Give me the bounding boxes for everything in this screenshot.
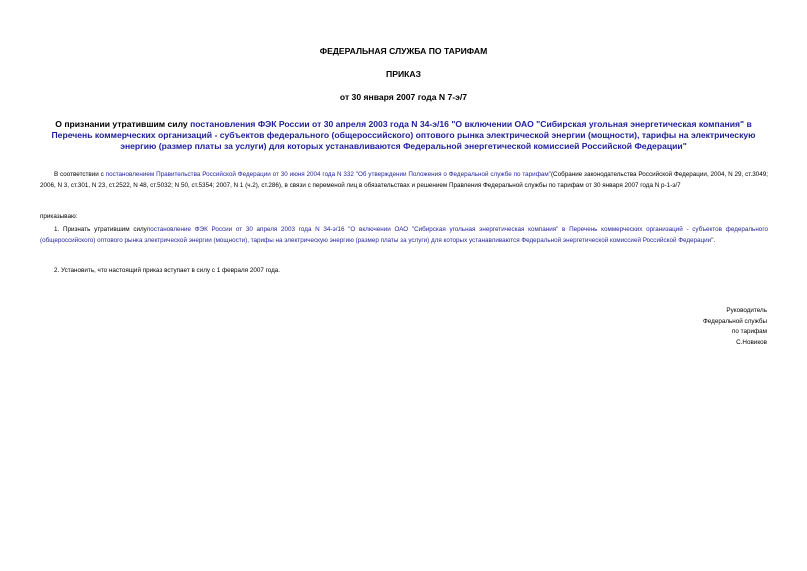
signature-line-1: Руководитель xyxy=(726,307,767,314)
order-item-2: 2. Установить, что настоящий приказ вступает в силу с 1 февраля 2007 года. xyxy=(54,267,281,274)
preamble-suffix: (Собрание законодательства Российской Федерации, 2004, N 29, ст.3049; 2006, N 3, ст.301, N 23, ст.2522, N 48, ст.5032; N 50, ст.5354; 2007, N 1 (ч.2), ст.286), в связи с переменой лиц в обязательствах и решением Правления Федеральной службы по тарифам от 30 января 2007 года N р-1-э/7 xyxy=(40,171,769,189)
document-type: ПРИКАЗ xyxy=(386,69,421,79)
item-1-link[interactable]: постановление ФЭК России от 30 апреля 2003 года N 34-э/16 "О включении ОАО "Сибирская угольная энергетическая компания" в Перечень коммерческих организаций - субъектов федерального (общероссийского) оптового рынка электрической энергии (мощности), тарифы на электрическую энергию (размер платы за услуги) для которых устанавливаются Федеральной энергетической комиссией Российской Федерации xyxy=(40,226,768,244)
preamble-prefix: В соответствии с xyxy=(54,171,106,178)
signature-name: С.Новиков xyxy=(736,338,767,346)
title-prefix: О признании утратившим силу xyxy=(55,119,191,129)
document-date: от 30 января 2007 года N 7-э/7 xyxy=(339,92,468,102)
preamble-paragraph xyxy=(40,170,768,191)
preamble-link[interactable]: постановлением Правительства Российской Федерации от 30 июня 2004 года N 332 "Об утверждении Положения о Федеральной службе по тарифам" xyxy=(105,171,551,178)
signature-block xyxy=(567,306,767,348)
signature-line-3: по тарифам xyxy=(731,328,767,335)
signature-line-2: Федеральной службы xyxy=(703,317,767,325)
document-title xyxy=(42,119,765,152)
item-1-suffix: ". xyxy=(711,236,716,244)
order-item-1 xyxy=(40,225,768,246)
title-link[interactable]: постановления ФЭК России от 30 апреля 2003 года N 34-э/16 "О включении ОАО "Сибирская угольная энергетическая компания" в Перечень коммерческих организаций - субъектов федерального (общероссийского) оптового рынка электрической энергии (мощности), тарифы на электрическую энергию (размер платы за услуги) для которых устанавливаются Федеральной энергетической комиссией Российской Федерации" xyxy=(51,119,756,151)
order-word: приказываю: xyxy=(40,213,78,220)
item-1-prefix: 1. Признать утратившим силу xyxy=(54,226,147,233)
agency-name: ФЕДЕРАЛЬНАЯ СЛУЖБА ПО ТАРИФАМ xyxy=(319,46,488,56)
